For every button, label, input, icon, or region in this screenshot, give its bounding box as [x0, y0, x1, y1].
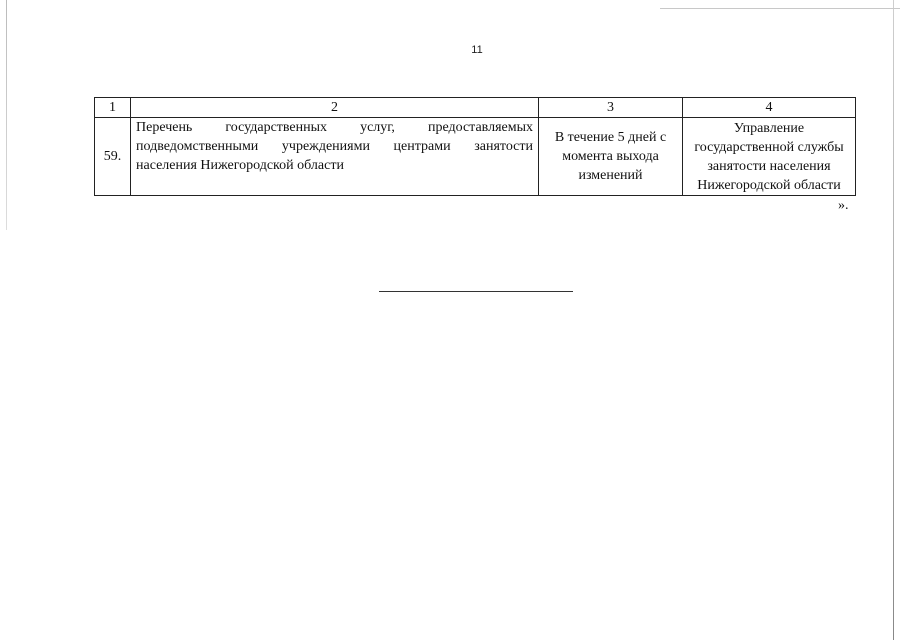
- table-row: [95, 118, 856, 196]
- closing-quote: ».: [838, 198, 849, 213]
- table-header-row: [95, 98, 856, 118]
- scan-edge-top: [660, 8, 900, 9]
- page-number: 11: [471, 44, 483, 56]
- responsible-cell: Управление государственной службы занятости населения Нижегородской области: [683, 118, 856, 196]
- column-number-1: 1: [95, 98, 131, 118]
- column-number-3: 3: [539, 98, 683, 118]
- column-number-2: 2: [131, 98, 539, 118]
- document-table: [94, 97, 856, 196]
- row-number: 59.: [95, 118, 131, 196]
- scan-edge-left: [6, 0, 7, 230]
- scan-edge-right: [893, 0, 894, 640]
- document-name-cell: Перечень государственных услуг, предоставляемых подведомственными учреждениями центрами занятости населения Нижегородской области: [131, 118, 539, 196]
- deadline-cell: В течение 5 дней с момента выхода изменений: [539, 118, 683, 196]
- separator-line: [379, 291, 573, 292]
- column-number-4: 4: [683, 98, 856, 118]
